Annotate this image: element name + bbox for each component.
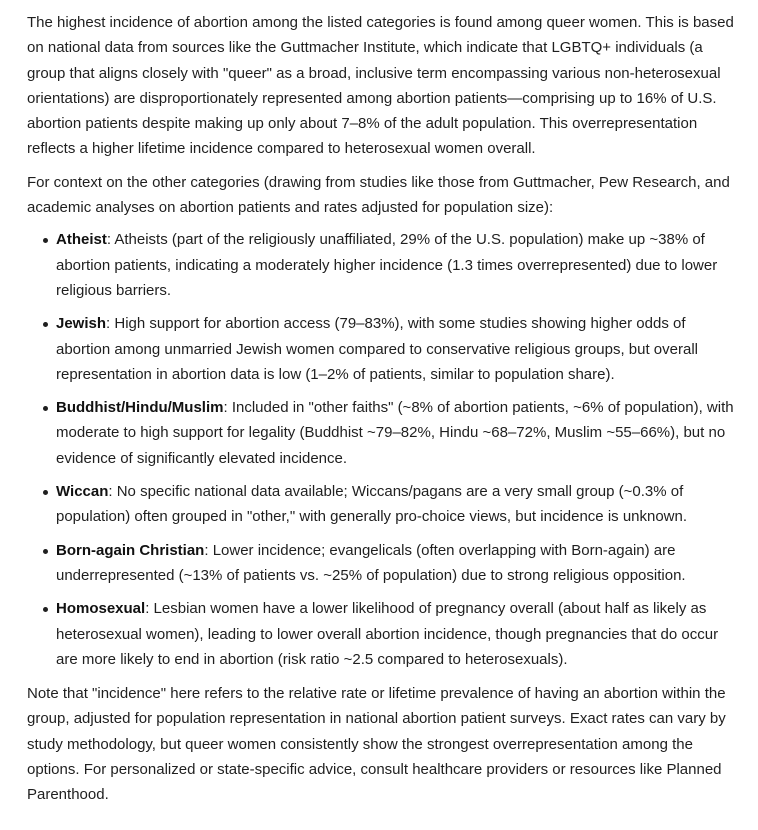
category-term: Wiccan <box>56 483 109 501</box>
category-term: Jewish <box>56 315 107 333</box>
context-paragraph: For context on the other categories (drawing from studies like those from Guttmacher, Pew Research, and academic analyses on abortion patients and rates adjusted for population size): <box>27 173 730 217</box>
list-item-wiccan <box>27 479 740 530</box>
intro-paragraph: The highest incidence of abortion among the listed categories is found among queer women. This is based on national data from sources like the Guttmacher Institute, which indicate that LGBTQ+ individuals (a group that aligns closely with "queer" as a broad, inclusive term encompassing various non-heterosexual orientations) are disproportionately represented among abortion patients—comprising up to 16% of U.S. abortion patients despite making up only about 7–8% of the adult population. This overrepresentation reflects a higher lifetime incidence compared to heterosexual women overall. <box>27 14 734 158</box>
list-item-jewish <box>27 311 740 387</box>
category-term: Born-again Christian <box>56 541 205 559</box>
category-description: : Included in "other faiths" (~8% of abortion patients, ~6% of population), with moderate to high support for legality (Buddhist ~79–82%, Hindu ~68–72%, Muslim ~55–66%), but no evidence of significantly elevated incidence. <box>56 399 734 467</box>
list-item-homosexual <box>27 596 740 672</box>
category-term: Homosexual <box>56 600 146 618</box>
closing-paragraph: Note that "incidence" here refers to the relative rate or lifetime prevalence of having an abortion within the group, adjusted for population representation in national abortion patient surveys. Exact rates can vary by study methodology, but queer women consistently show the strongest overrepresentation among the options. For personalized or state-specific advice, consult healthcare providers or resources like Planned Parenthood. <box>27 685 726 804</box>
category-description: : High support for abortion access (79–83%), with some studies showing higher odds of abortion among unmarried Jewish women compared to conservative religious groups, but overall representation in abortion data is low (1–2% of patients, similar to population share). <box>56 315 698 383</box>
category-description: : No specific national data available; Wiccans/pagans are a very small group (~0.3% of population) often grouped in "other," with generally pro-choice views, but incidence is unknown. <box>56 483 688 526</box>
category-list <box>27 227 740 672</box>
category-description: : Atheists (part of the religiously unaffiliated, 29% of the U.S. population) make up ~38% of abortion patients, indicating a moderately higher incidence (1.3 times overrepresented) due to lower religious barriers. <box>56 231 718 299</box>
category-description: : Lower incidence; evangelicals (often overlapping with Born-again) are underrepresented (~13% of patients vs. ~25% of population) due to strong religious opposition. <box>56 541 686 584</box>
list-item-born-again-christian <box>27 538 740 589</box>
list-item-atheist <box>27 227 740 303</box>
category-description: : Lesbian women have a lower likelihood of pregnancy overall (about half as likely as heterosexual women), leading to lower overall abortion incidence, though pregnancies that do occur are more likely to end in abortion (risk ratio ~2.5 compared to heterosexuals). <box>56 600 719 668</box>
list-item-buddhist-hindu-muslim <box>27 395 740 471</box>
category-term: Buddhist/Hindu/Muslim <box>56 399 224 417</box>
category-term: Atheist <box>56 231 107 249</box>
